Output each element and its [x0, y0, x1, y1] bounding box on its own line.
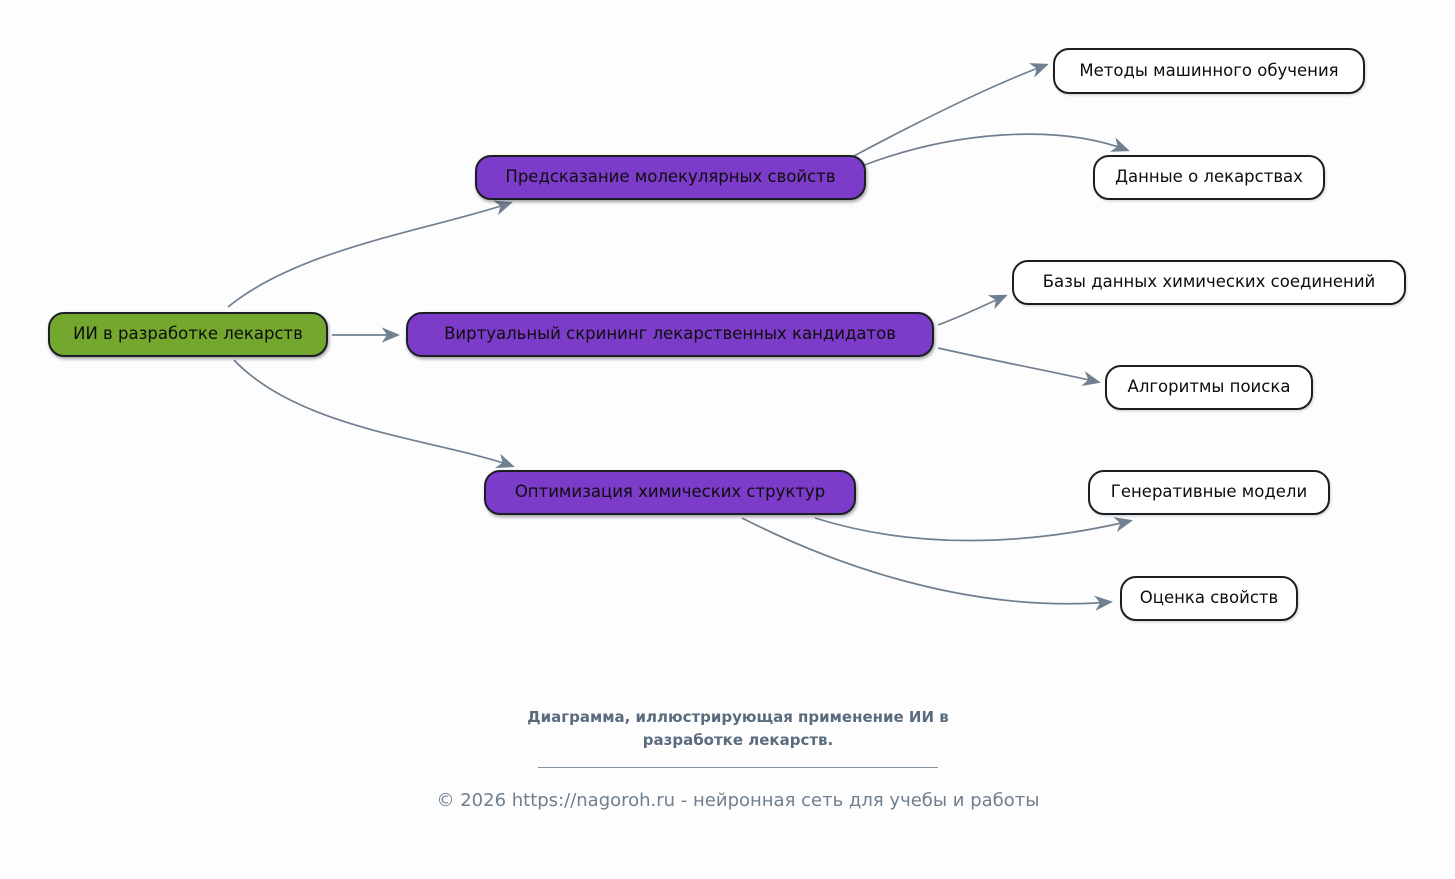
- leaf-node-chemical-databases: [1012, 260, 1406, 305]
- leaf-node-label: Базы данных химических соединений: [1042, 272, 1376, 292]
- edge-root-to-prediction: [228, 203, 510, 307]
- edge-screening-to-search-algorithms: [938, 348, 1098, 382]
- leaf-node-search-algorithms: [1105, 365, 1313, 410]
- footer: [418, 706, 1058, 811]
- branch-node-virtual-screening: [406, 312, 934, 357]
- edge-root-to-optimization: [234, 360, 512, 466]
- edge-optimization-to-property-evaluation: [742, 518, 1110, 604]
- leaf-node-drug-data: [1093, 155, 1325, 200]
- leaf-node-label: Данные о лекарствах: [1115, 167, 1303, 187]
- branch-node-structure-optimization: [484, 470, 856, 515]
- copyright-line: © 2026 https://nagoroh.ru - нейронная сеть для учебы и работы: [436, 789, 1040, 811]
- leaf-node-label: Оценка свойств: [1139, 588, 1279, 608]
- leaf-node-ml-methods: [1053, 48, 1365, 94]
- diagram-caption: Диаграмма, иллюстрирующая применение ИИ в разработке лекарств.: [527, 708, 949, 750]
- edge-prediction-to-drug-data: [862, 134, 1127, 166]
- branch-node-molecular-property-prediction: [475, 155, 866, 200]
- footer-divider: [538, 767, 938, 768]
- branch-node-label: Виртуальный скрининг лекарственных кандидатов: [444, 324, 896, 344]
- leaf-node-label: Алгоритмы поиска: [1127, 377, 1291, 397]
- edge-optimization-to-generative-models: [815, 518, 1130, 541]
- leaf-node-label: Генеративные модели: [1110, 482, 1308, 502]
- root-node-label: ИИ в разработке лекарств: [73, 324, 303, 344]
- branch-node-label: Предсказание молекулярных свойств: [505, 167, 836, 187]
- edge-prediction-to-ml-methods: [852, 65, 1046, 157]
- leaf-node-property-evaluation: [1120, 576, 1298, 621]
- leaf-node-label: Методы машинного обучения: [1079, 60, 1339, 80]
- root-node-ai-drug-development: [48, 312, 328, 357]
- branch-node-label: Оптимизация химических структур: [514, 482, 826, 502]
- leaf-node-generative-models: [1088, 470, 1330, 515]
- edge-screening-to-databases: [938, 296, 1005, 325]
